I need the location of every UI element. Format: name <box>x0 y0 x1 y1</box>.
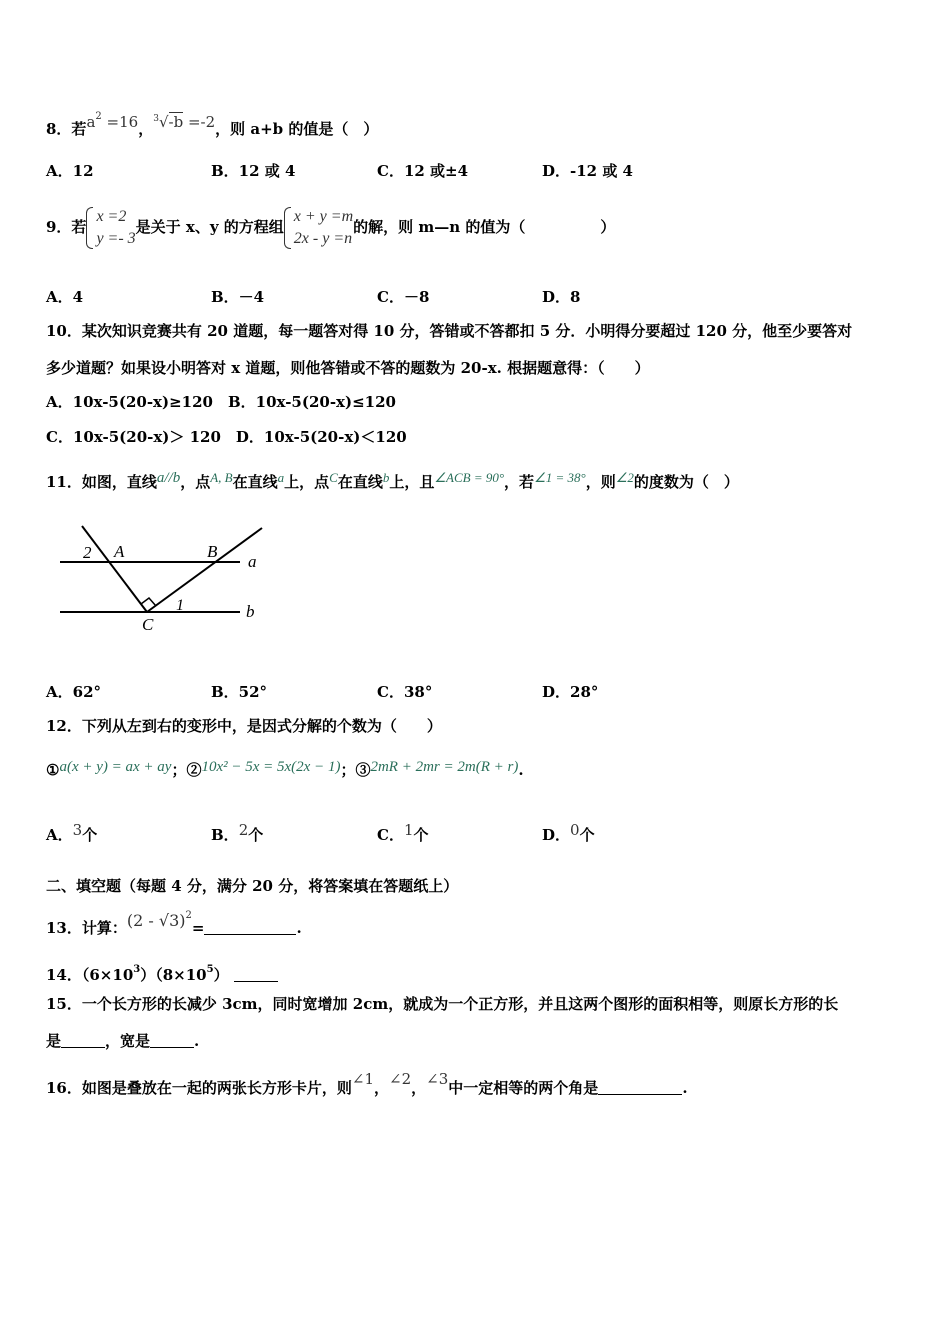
q11-option-d[interactable]: D．28° <box>542 683 599 701</box>
q11-option-b[interactable]: B．52° <box>211 683 268 701</box>
q12-option-a[interactable]: A．3个 <box>46 821 98 844</box>
q10-options-ab[interactable]: A．10x-5(20-x)≥120 B．10x-5(20-x)≤120 <box>46 393 396 411</box>
q8-number: 8．若 <box>46 120 87 138</box>
label-line-a: a <box>248 552 257 571</box>
q15-stem-line2: 是 ，宽是 . <box>46 1032 200 1050</box>
q9-option-d[interactable]: D．8 <box>542 288 581 306</box>
q15-length-blank[interactable] <box>61 1033 105 1048</box>
q13-stem: 13．计算：(2 - √3)$^2$= . <box>46 910 302 937</box>
q16-stem: 16．如图是叠放在一起的两张长方形卡片，则∠1，∠2，∠3中一定相等的两个角是 . <box>46 1070 688 1097</box>
q9-stem: 9．若 x =2 y =- 3 是关于 x、y 的方程组 x + y =m 2x - y =n 的解，则 m—n 的值为（ ） <box>46 205 615 249</box>
q16-answer-blank[interactable] <box>598 1080 682 1095</box>
q9-option-c[interactable]: C．－8 <box>377 288 430 306</box>
q12-option-c[interactable]: C．1个 <box>377 821 429 844</box>
q10-stem-line1: 10．某次知识竞赛共有 20 道题，每一题答对得 10 分，答错或不答都扣 5 分．小明得分要超过 120 分，他至少要答对 <box>46 322 853 340</box>
q11-option-a[interactable]: A．62° <box>46 683 102 701</box>
q12-option-b[interactable]: B．2个 <box>211 821 264 844</box>
q13-expression: (2 - √3)$^2$ <box>126 910 192 930</box>
q13-answer-blank[interactable] <box>204 920 296 935</box>
q8-stem: 8．若$a^2 =16$，$^3$√-b =-2，则 a+b 的值是（ ） <box>46 111 379 138</box>
q11-option-c[interactable]: C．38° <box>377 683 433 701</box>
q10-options-cd[interactable]: C．10x-5(20-x)＞ 120 D．10x-5(20-x)＜120 <box>46 428 407 446</box>
q8-cube-root-expr: $^3$√-b =-2 <box>153 113 216 131</box>
q8-option-b[interactable]: B．12 或 4 <box>211 162 296 180</box>
q11-parallel-lines-figure <box>50 520 280 640</box>
q9-system-solution: x =2 y =- 3 <box>86 206 135 250</box>
q14-stem: 14．$(6\times 10^3)(8\times 10^5)$ <box>46 960 278 985</box>
q15-width-blank[interactable] <box>150 1033 194 1048</box>
segment-cb <box>147 528 262 612</box>
q8-expr-a2: $a^2 =16$ <box>86 111 139 131</box>
segment-ac <box>82 526 147 612</box>
q9-option-b[interactable]: B．－4 <box>211 288 265 306</box>
q8-option-d[interactable]: D．-12 或 4 <box>542 162 633 180</box>
label-a-point: A <box>114 542 125 561</box>
q8-option-c[interactable]: C．12 或±4 <box>377 162 469 180</box>
label-b-point: B <box>207 542 218 561</box>
q9-system-equations: x + y =m 2x - y =n <box>284 206 353 250</box>
q12-expressions: ①a(x + y) = ax + ay；②10x² − 5x = 5x(2x − 1)；③2mR + 2mr = 2m(R + r). <box>46 759 524 779</box>
q9-option-a[interactable]: A．4 <box>46 288 84 306</box>
section-2-title: 二、填空题（每题 4 分，满分 20 分，将答案填在答题纸上） <box>46 877 459 895</box>
q12-stem: 12．下列从左到右的变形中，是因式分解的个数为（ ） <box>46 717 442 735</box>
label-1: 1 <box>176 597 184 614</box>
q11-stem: 11．如图，直线a//b，点A, B在直线a上，点C在直线b上，且∠ACB = 90°，若∠1 = 38°，则∠2的度数为（ ） <box>46 470 739 491</box>
label-2: 2 <box>83 543 92 562</box>
q8-option-a[interactable]: A．12 <box>46 162 94 180</box>
q12-option-d[interactable]: D．0个 <box>542 821 595 844</box>
label-line-b: b <box>246 602 255 621</box>
right-angle-mark <box>141 598 156 606</box>
q14-answer-blank[interactable] <box>234 967 278 982</box>
label-c-point: C <box>142 615 154 634</box>
q10-stem-line2: 多少道题？如果设小明答对 x 道题，则他答错或不答的题数为 20-x. 根据题意得：（ ） <box>46 359 650 377</box>
q15-stem-line1: 15．一个长方形的长减少 3cm，同时宽增加 2cm，就成为一个正方形，并且这两个图形的面积相等，则原长方形的长 <box>46 995 839 1013</box>
